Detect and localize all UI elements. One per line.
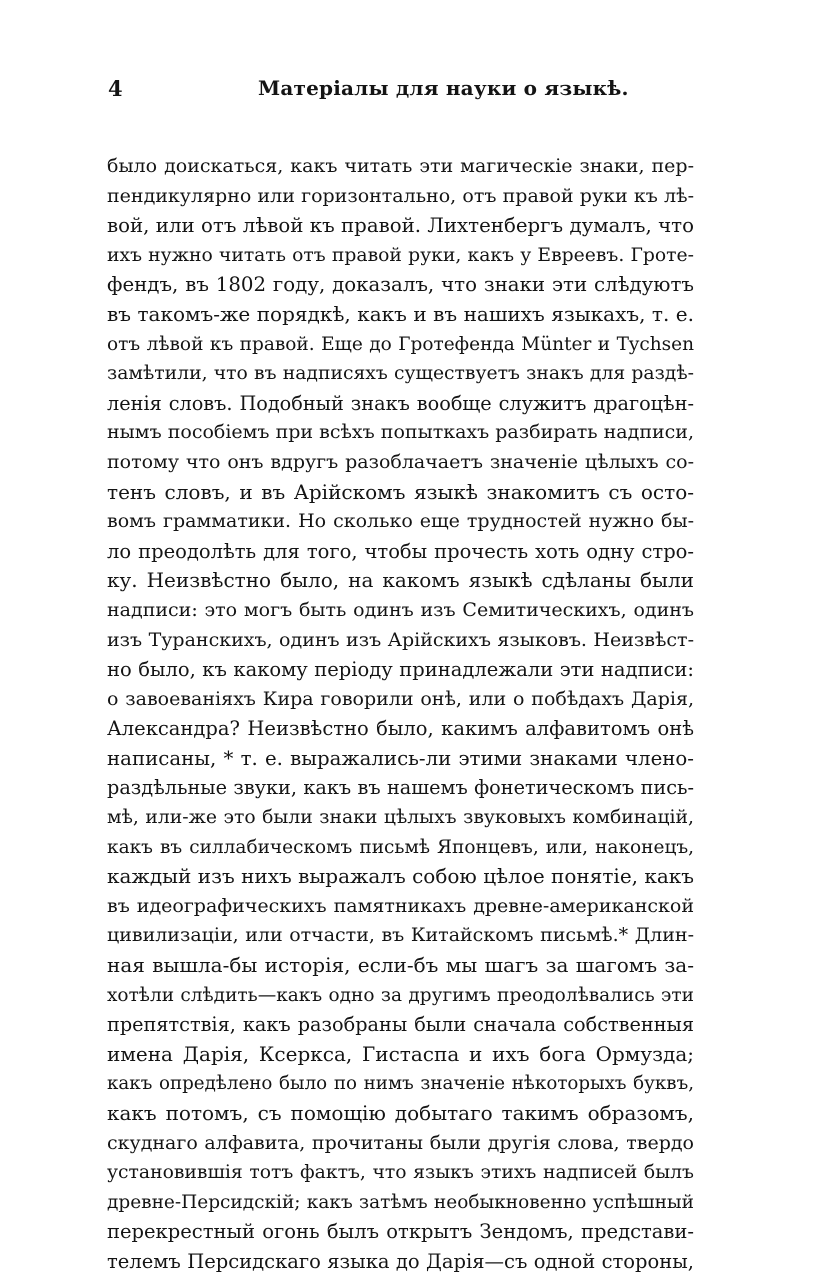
text-line: изъ Туранскихъ, одинъ изъ Арійскихъ языковъ. Неизвѣст- xyxy=(107,628,694,651)
text-line: препятствія, какъ разобраны были сначала собственныя xyxy=(107,1013,694,1037)
text-line: какъ опредѣлено было по нимъ значеніе нѣкоторыхъ буквъ, xyxy=(107,1073,694,1095)
text-line: каждый изъ нихъ выражалъ собою цѣлое понятіе, какъ xyxy=(107,864,694,889)
text-line: установившія тотъ фактъ, что языкъ этихъ надписей былъ xyxy=(107,1162,694,1184)
text-line: надписи: это могъ быть одинъ изъ Семитическихъ, одинъ xyxy=(107,598,694,621)
text-line: вомъ грамматики. Но сколько еще трудностей нужно бы- xyxy=(107,510,694,533)
text-line: какъ потомъ, съ помощію добытаго такимъ образомъ, xyxy=(107,1101,694,1125)
body-text xyxy=(107,152,694,1277)
text-line: хотѣли слѣдить—какъ одно за другимъ преодолѣвались эти xyxy=(107,984,694,1006)
text-line: пендикулярно или горизонтально, отъ правой руки къ лѣ- xyxy=(107,184,694,207)
text-line: о завоеваніяхъ Кира говорили онѣ, или о побѣдахъ Дарія, xyxy=(107,687,694,710)
text-line: было доискаться, какъ читать эти магическіе знаки, пер- xyxy=(107,155,694,177)
text-line: скуднаго алфавита, прочитаны были другія слова, твердо xyxy=(107,1131,694,1154)
text-line: ло преодолѣть для того, чтобы прочесть хоть одну стро- xyxy=(107,539,694,563)
text-line: имена Дарія, Ксеркса, Гистаспа и ихъ бога Ормузда; xyxy=(107,1041,694,1066)
text-line: ленія словъ. Подобный знакъ вообще служитъ драгоцѣн- xyxy=(107,391,694,415)
text-line: древне-Персидскій; какъ затѣмъ необыкновенно успѣшный xyxy=(107,1191,694,1213)
text-line: перекрестный огонь былъ открытъ Зендомъ, представи- xyxy=(107,1220,694,1244)
text-line: раздѣльные звуки, какъ въ нашемъ фонетическомъ пись- xyxy=(107,776,694,800)
text-line: ихъ нужно читать отъ правой руки, какъ у Евреевъ. Гроте- xyxy=(107,244,694,266)
page-number: 4 xyxy=(108,76,123,101)
text-line: написаны, * т. е. выражались-ли этими знаками члено- xyxy=(107,746,694,770)
text-line: отъ лѣвой къ правой. Еще до Гротефенда Münter и Tychsen xyxy=(107,333,694,355)
text-line: Александра? Неизвѣстно было, какимъ алфавитомъ онѣ xyxy=(107,717,694,741)
text-line: мѣ, или-же это были знаки цѣлыхъ звуковыхъ комбинацій, xyxy=(107,807,694,829)
text-line: но было, къ какому періоду принадлежали эти надписи: xyxy=(107,658,694,682)
page-header xyxy=(108,76,692,106)
text-line: потому что онъ вдругъ разоблачаетъ значеніе цѣлыхъ со- xyxy=(107,450,694,473)
text-line: вой, или отъ лѣвой къ правой. Лихтенбергъ думалъ, что xyxy=(107,214,694,238)
text-line: въ такомъ-же порядкѣ, какъ и въ нашихъ языкахъ, т. е. xyxy=(107,301,694,326)
text-line: телемъ Персидскаго языка до Дарія—съ одной стороны, xyxy=(107,1249,694,1273)
text-line: ку. Неизвѣстно было, на какомъ языкѣ сдѣланы были xyxy=(107,568,694,593)
text-line: цивилизаціи, или отчасти, въ Китайскомъ письмѣ.* Длин- xyxy=(107,924,694,947)
text-line: ная вышла-бы исторія, если-бъ мы шагъ за шагомъ за- xyxy=(107,953,694,978)
text-line: тенъ словъ, и въ Арійскомъ языкѣ знакомитъ съ осто- xyxy=(107,479,694,504)
running-title: Матеріалы для науки о языкѣ. xyxy=(258,76,629,100)
text-line: замѣтили, что въ надписяхъ существуетъ знакъ для раздѣ- xyxy=(107,363,694,385)
text-line: въ идеографическихъ памятникахъ древне-американской xyxy=(107,894,694,917)
text-line: нымъ пособіемъ при всѣхъ попыткахъ разбирать надписи, xyxy=(107,421,694,444)
text-line: фендъ, въ 1802 году, доказалъ, что знаки эти слѣдуютъ xyxy=(107,273,694,297)
text-line: какъ въ силлабическомъ письмѣ Японцевъ, или, наконецъ, xyxy=(107,836,694,858)
